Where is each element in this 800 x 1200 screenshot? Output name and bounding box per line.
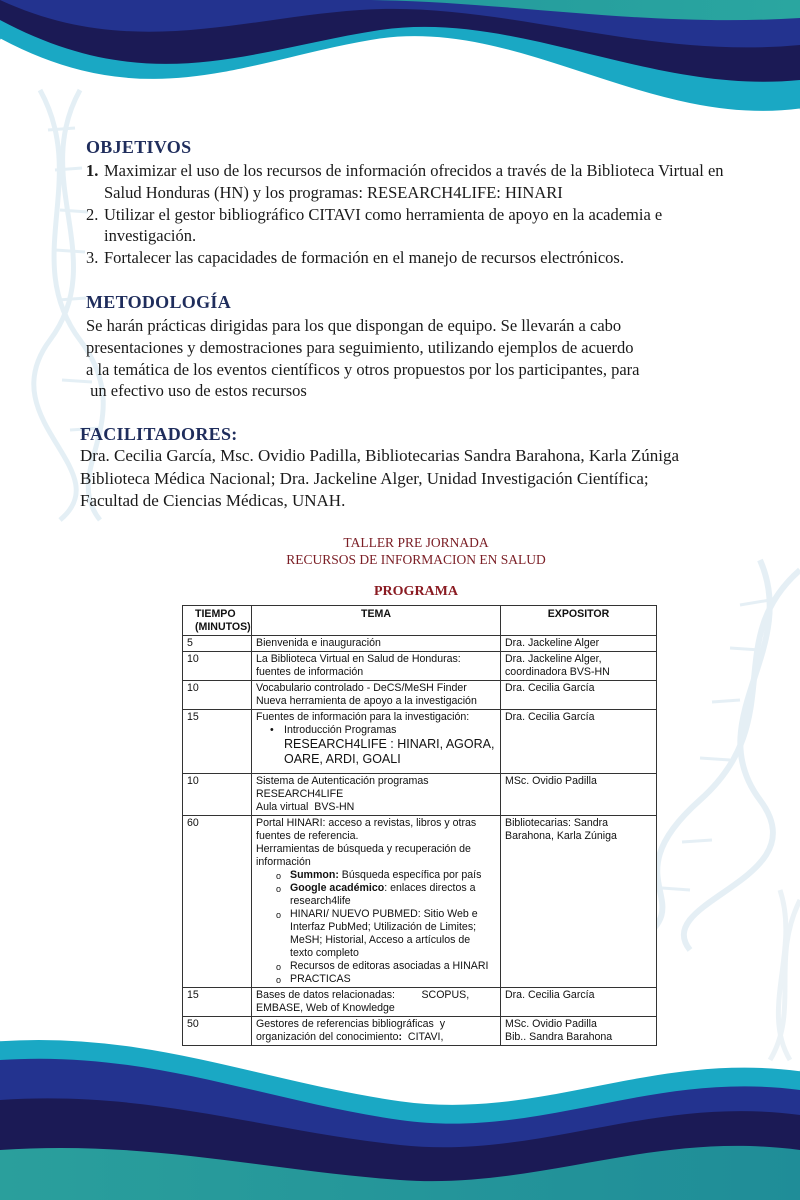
table-row xyxy=(183,652,657,681)
bullet-item xyxy=(270,724,496,767)
objetivo-item xyxy=(86,247,746,269)
cell-tema xyxy=(252,1017,501,1046)
facilitadores-heading: FACILITADORES: xyxy=(80,424,238,444)
cell-expositor: MSc. Ovidio Padilla xyxy=(501,774,657,816)
tema-line: Portal HINARI: acceso a revistas, libros y otras fuentes de referencia. xyxy=(256,817,477,842)
table-row xyxy=(183,816,657,988)
sub-bullet-item xyxy=(276,869,496,882)
facilitadores-line: Biblioteca Médica Nacional; Dra. Jackeline Alger, Unidad Investigación Científica; xyxy=(80,468,649,488)
expositor-line: coordinadora BVS-HN xyxy=(505,666,610,678)
sub-bullet-bold: Google académico xyxy=(290,882,385,894)
column-header-expositor: EXPOSITOR xyxy=(501,606,657,636)
tema-line: Sistema de Autenticación programas xyxy=(256,775,429,787)
tema-line: Aula virtual BVS-HN xyxy=(256,801,355,813)
cell-tiempo: 10 xyxy=(183,681,252,710)
program-table xyxy=(182,605,657,1046)
cell-tiempo: 15 xyxy=(183,988,252,1017)
cell-tema xyxy=(252,681,501,710)
cell-expositor: Dra. Jackeline Alger xyxy=(501,636,657,652)
objetivo-item xyxy=(86,160,746,204)
objetivo-text: Fortalecer las capacidades de formación en el manejo de recursos electrónicos. xyxy=(104,248,624,268)
tema-line xyxy=(256,1031,496,1044)
table-row xyxy=(183,1017,657,1046)
objetivos-heading: OBJETIVOS xyxy=(86,137,192,157)
tema-line: fuentes de información xyxy=(256,666,364,678)
bullet-text: RESEARCH4LIFE : HINARI, AGORA, OARE, ARDI, GOALI xyxy=(284,737,495,766)
tema-line: Vocabulario controlado - DeCS/MeSH Finder xyxy=(256,682,467,694)
table-row xyxy=(183,774,657,816)
sub-bullet-list xyxy=(256,869,496,986)
metodologia-line: Se harán prácticas dirigidas para los que dispongan de equipo. Se llevarán a cabo xyxy=(86,316,622,335)
metodologia-text xyxy=(86,315,746,402)
cell-tiempo: 60 xyxy=(183,816,252,988)
objetivos-list xyxy=(86,160,746,269)
sub-bullet-item xyxy=(276,973,496,986)
tema-line: Fuentes de información para la investigación: xyxy=(256,711,470,723)
tema-line: La Biblioteca Virtual en Salud de Honduras: xyxy=(256,653,461,665)
bullet-list xyxy=(256,724,496,767)
cell-tiempo: 10 xyxy=(183,652,252,681)
cell-expositor xyxy=(501,1017,657,1046)
objetivo-number: 1. xyxy=(86,161,99,180)
program-header-line: RECURSOS DE INFORMACION EN SALUD xyxy=(286,552,546,567)
sub-bullet-item xyxy=(276,960,496,973)
cell-expositor: Dra. Cecilia García xyxy=(501,988,657,1017)
program-header-line: TALLER PRE JORNADA xyxy=(343,535,489,550)
column-header-tema: TEMA xyxy=(252,606,501,636)
program-title: PROGRAMA xyxy=(374,584,458,599)
sub-bullet-item xyxy=(276,908,496,960)
table-header-row xyxy=(183,606,657,636)
facilitadores-line: Dra. Cecilia García, Msc. Ovidio Padilla, Bibliotecarias Sandra Barahona, Karla Zúniga xyxy=(80,446,680,465)
cell-expositor xyxy=(501,652,657,681)
cell-tema: Bienvenida e inauguración xyxy=(252,636,501,652)
expositor-line: Bib.. Sandra Barahona xyxy=(505,1031,613,1043)
objetivo-text: Utilizar el gestor bibliográfico CITAVI como herramienta de apoyo en la academia e investigación. xyxy=(104,204,663,246)
sub-bullet-bold: Summon: xyxy=(290,869,339,881)
sub-bullet-text: Recursos de editoras asociadas a HINARI xyxy=(290,960,489,972)
tema-fragment-bold: : xyxy=(398,1031,403,1043)
tema-line: Herramientas de búsqueda y recuperación de información xyxy=(256,843,471,868)
objetivo-item xyxy=(86,204,746,248)
tema-fragment: organización del conocimiento xyxy=(256,1031,399,1043)
sub-bullet-item xyxy=(276,882,496,908)
cell-tema xyxy=(252,988,501,1017)
cell-expositor: Dra. Cecilia García xyxy=(501,681,657,710)
table-row xyxy=(183,988,657,1017)
table-row xyxy=(183,636,657,652)
table-row xyxy=(183,710,657,774)
metodologia-heading: METODOLOGÍA xyxy=(86,292,231,312)
facilitadores-text xyxy=(80,445,770,513)
objetivo-number: 3. xyxy=(86,248,99,268)
cell-tema xyxy=(252,710,501,774)
sub-bullet-text: HINARI/ NUEVO PUBMED: Sitio Web e Interfaz PubMed; Utilización de Limites; MeSH; Historial, Acceso a artículos de texto completo xyxy=(290,908,478,959)
tema-fragment: CITAVI, xyxy=(402,1031,444,1043)
facilitadores-line: Facultad de Ciencias Médicas, UNAH. xyxy=(80,491,346,510)
metodologia-line: presentaciones y demostraciones para seguimiento, utilizando ejemplos de acuerdo xyxy=(86,337,634,357)
sub-bullet-text: Búsqueda específica por país xyxy=(338,869,482,881)
objetivo-number: 2. xyxy=(86,204,99,224)
cell-tiempo: 5 xyxy=(183,636,252,652)
cell-tiempo: 10 xyxy=(183,774,252,816)
bullet-text: • Introducción Programas xyxy=(284,724,397,736)
metodologia-line: a la temática de los eventos científicos y otros propuestos por los participantes, para xyxy=(86,359,640,379)
sub-bullet-text: : enlaces directos a research4life xyxy=(290,882,476,907)
tema-line: RESEARCH4LIFE xyxy=(256,788,344,800)
cell-tema xyxy=(252,816,501,988)
table-row xyxy=(183,681,657,710)
cell-tiempo: 50 xyxy=(183,1017,252,1046)
column-header-tiempo: TIEMPO (MINUTOS) xyxy=(183,606,252,636)
tema-line: EMBASE, Web of Knowledge xyxy=(256,1002,395,1014)
tema-line: Gestores de referencias bibliográficas y xyxy=(256,1018,446,1030)
objetivo-text: Maximizar el uso de los recursos de información ofrecidos a través de la Biblioteca Virtual en Salud Honduras (HN) y los programas: RESEARCH4LIFE: HINARI xyxy=(104,161,724,202)
program-header xyxy=(0,534,800,568)
tema-line: Bases de datos relacionadas: SCOPUS, xyxy=(256,989,470,1001)
cell-expositor: Dra. Cecilia García xyxy=(501,710,657,774)
cell-tema xyxy=(252,774,501,816)
expositor-line: MSc. Ovidio Padilla xyxy=(505,1018,597,1030)
tema-line: Nueva herramienta de apoyo a la investigación xyxy=(256,695,477,707)
sub-bullet-text: PRACTICAS xyxy=(290,973,351,985)
cell-expositor: Bibliotecarias: Sandra Barahona, Karla Zúniga xyxy=(501,816,657,988)
metodologia-line: un efectivo uso de estos recursos xyxy=(86,381,307,401)
expositor-line: Dra. Jackeline Alger, xyxy=(505,653,602,665)
cell-tiempo: 15 xyxy=(183,710,252,774)
cell-tema xyxy=(252,652,501,681)
